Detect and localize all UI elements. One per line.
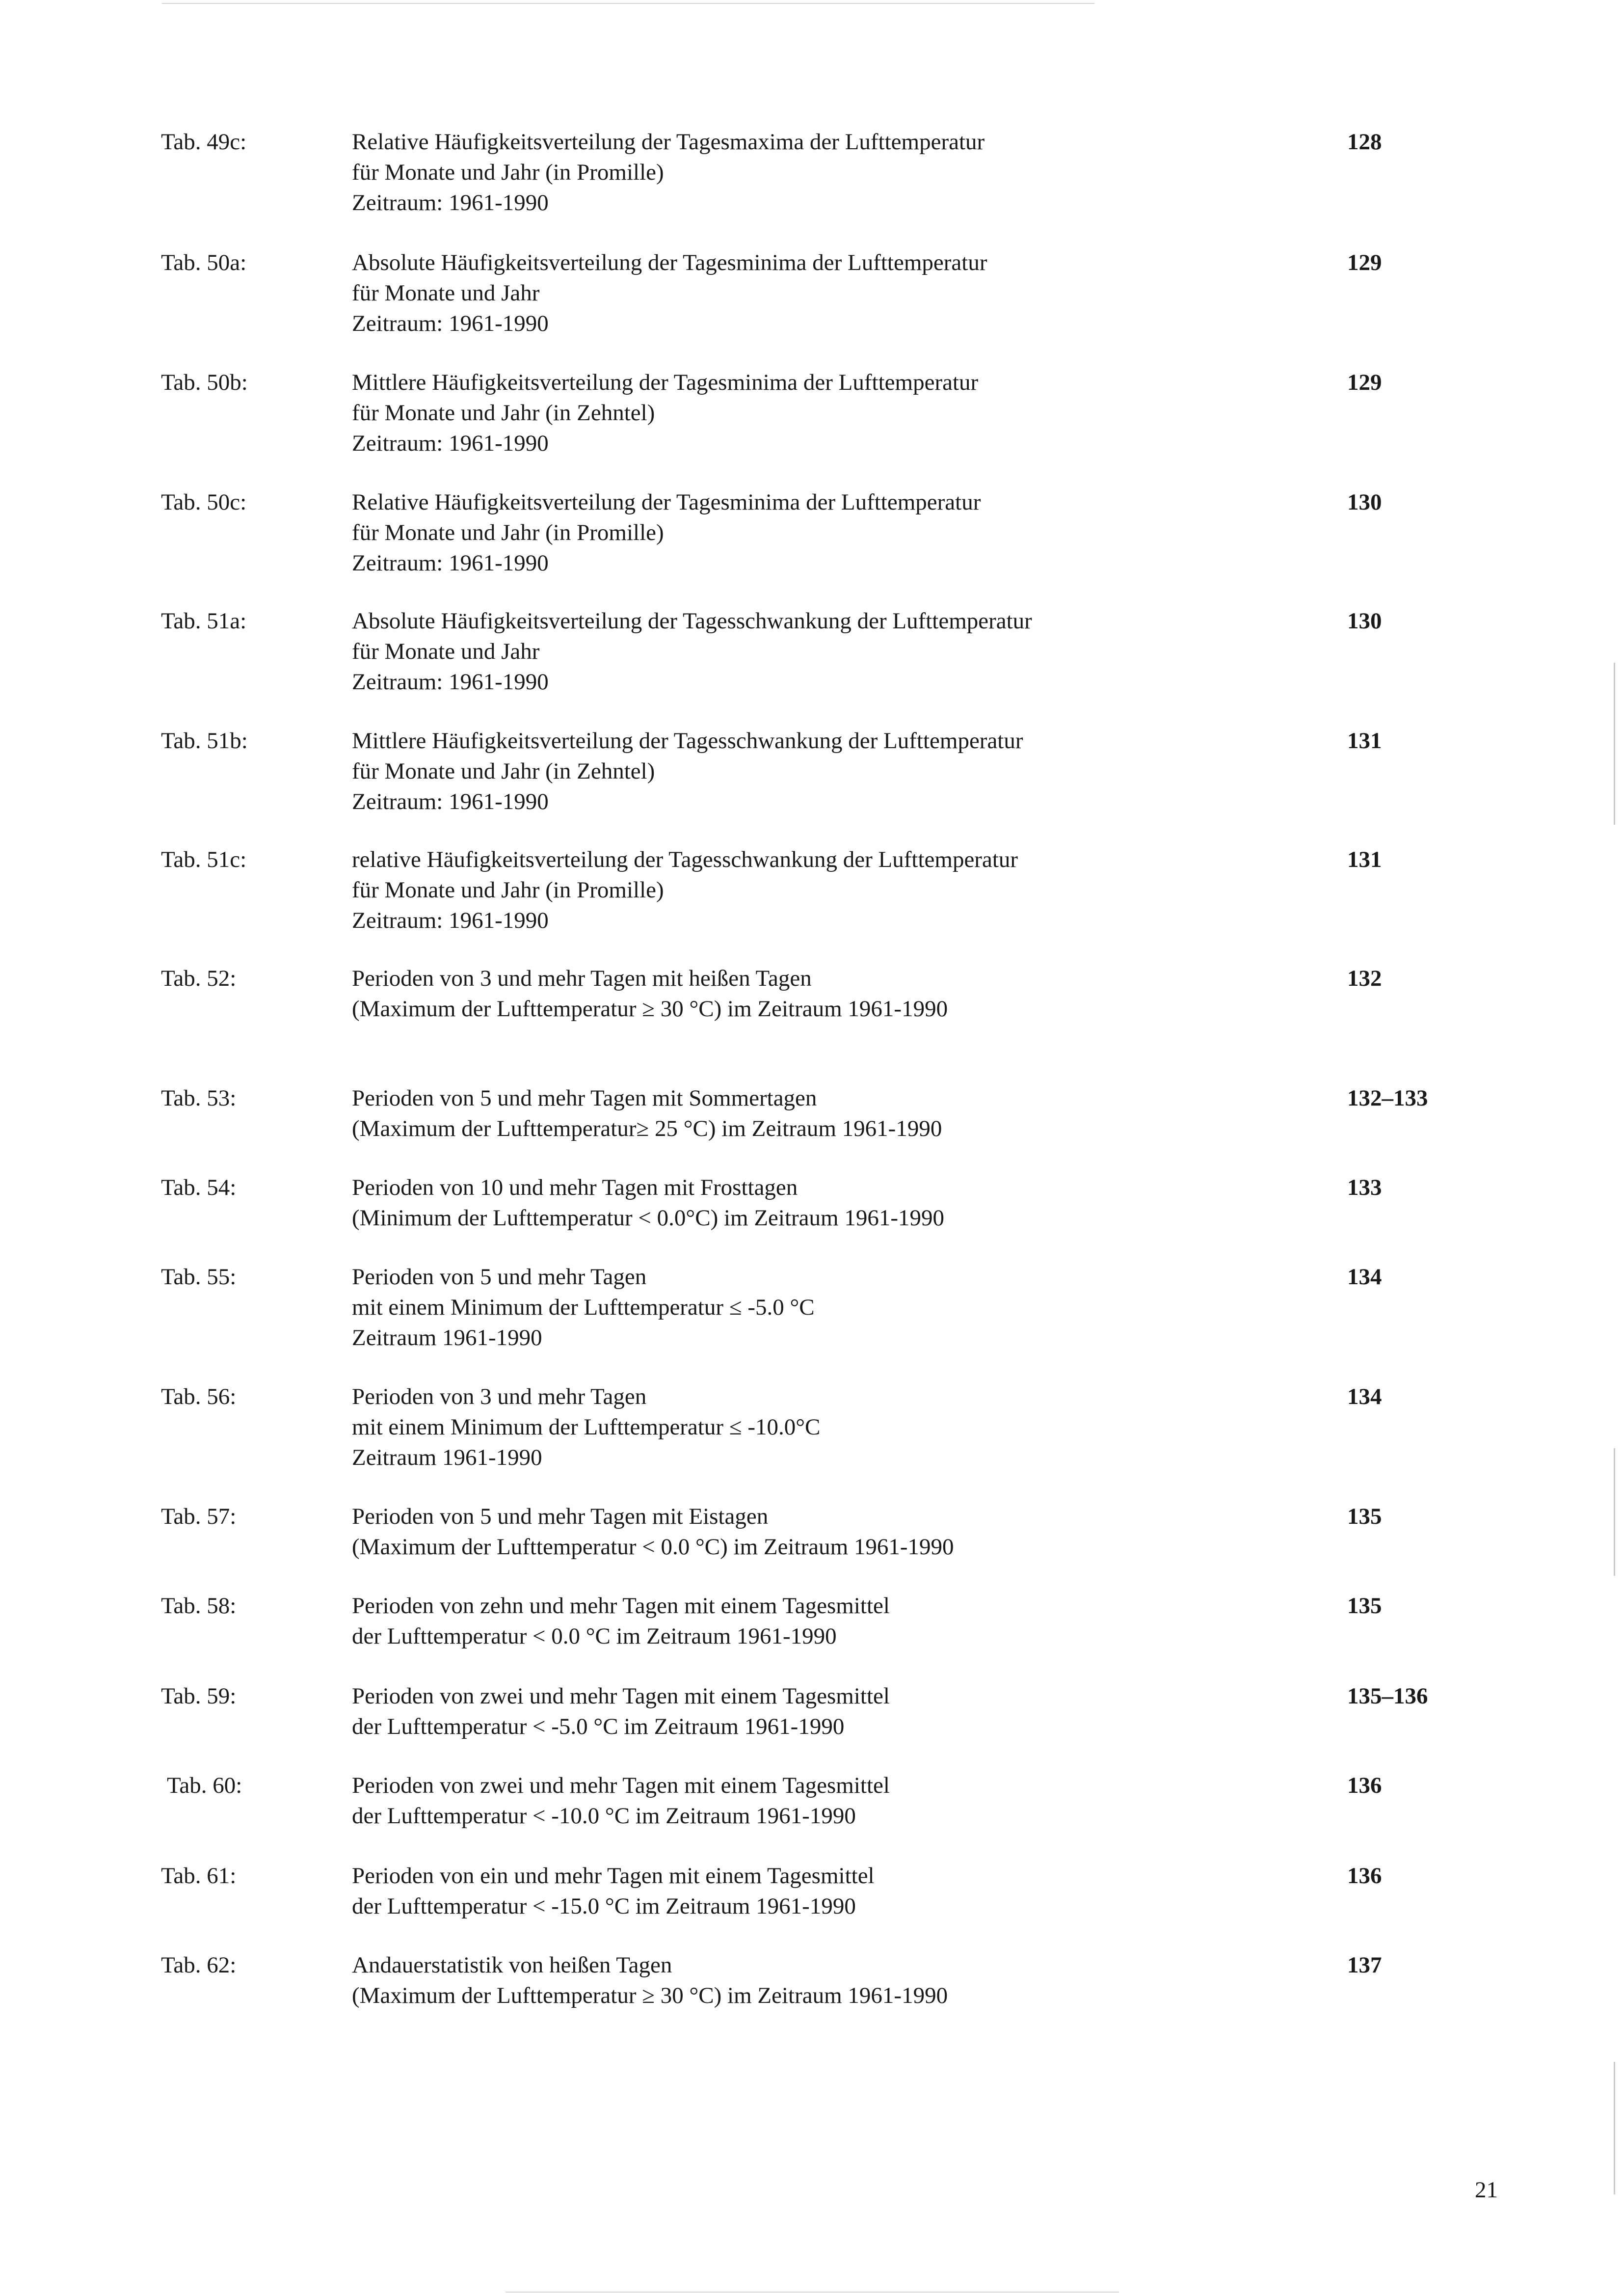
description-line: Perioden von 5 und mehr Tagen mit Sommertagen <box>352 1085 817 1111</box>
page-reference: 134 <box>1347 1384 1382 1409</box>
description-line: (Maximum der Lufttemperatur ≥ 30 °C) im Zeitraum 1961-1990 <box>352 1983 948 2008</box>
page-reference: 136 <box>1347 1863 1382 1889</box>
page-reference: 134 <box>1347 1264 1382 1290</box>
table-label: Tab. 52: <box>161 966 237 991</box>
table-description <box>352 1083 1333 1144</box>
table-description <box>352 367 1333 459</box>
page-reference: 133 <box>1347 1175 1382 1200</box>
description-line: der Lufttemperatur < -5.0 °C im Zeitraum 1961-1990 <box>352 1714 845 1739</box>
description-line: relative Häufigkeitsverteilung der Tagesschwankung der Lufttemperatur <box>352 847 1018 872</box>
description-line: Absolute Häufigkeitsverteilung der Tagesschwankung der Lufttemperatur <box>352 608 1032 634</box>
table-label: Tab. 61: <box>161 1863 237 1889</box>
description-line: Zeitraum: 1961-1990 <box>352 908 549 933</box>
description-line: der Lufttemperatur < -10.0 °C im Zeitraum 1961-1990 <box>352 1803 856 1829</box>
description-line: Andauerstatistik von heißen Tagen <box>352 1952 672 1978</box>
table-label: Tab. 51b: <box>161 728 248 754</box>
table-description <box>352 1381 1333 1473</box>
description-line: der Lufttemperatur < 0.0 °C im Zeitraum 1961-1990 <box>352 1623 837 1649</box>
table-description <box>352 1770 1333 1831</box>
table-description <box>352 726 1333 817</box>
description-line: (Maximum der Lufttemperatur≥ 25 °C) im Zeitraum 1961-1990 <box>352 1116 942 1141</box>
description-line: der Lufttemperatur < -15.0 °C im Zeitraum 1961-1990 <box>352 1893 856 1919</box>
table-label: Tab. 53: <box>161 1085 237 1111</box>
table-description <box>352 1262 1333 1353</box>
description-line: Mittlere Häufigkeitsverteilung der Tagesschwankung der Lufttemperatur <box>352 728 1023 754</box>
table-label: Tab. 54: <box>161 1175 237 1200</box>
table-label: Tab. 57: <box>161 1504 237 1529</box>
description-line: für Monate und Jahr (in Promille) <box>352 160 664 185</box>
description-line: Zeitraum 1961-1990 <box>352 1325 542 1351</box>
page-reference: 130 <box>1347 489 1382 515</box>
page-reference: 135–136 <box>1347 1683 1428 1709</box>
table-description <box>352 606 1333 697</box>
table-description <box>352 247 1333 339</box>
page-reference: 131 <box>1347 728 1382 754</box>
description-line: für Monate und Jahr <box>352 639 540 664</box>
description-line: Perioden von 5 und mehr Tagen <box>352 1264 647 1290</box>
table-description <box>352 487 1333 578</box>
page-reference: 132–133 <box>1347 1085 1428 1111</box>
page-reference: 131 <box>1347 847 1382 872</box>
table-description <box>352 1591 1333 1651</box>
description-line: (Minimum der Lufttemperatur < 0.0°C) im Zeitraum 1961-1990 <box>352 1205 944 1231</box>
scan-artifact-bottom <box>506 2292 1119 2293</box>
description-line: mit einem Minimum der Lufttemperatur ≤ -10.0°C <box>352 1414 821 1440</box>
table-label: Tab. 60: <box>167 1773 242 1798</box>
table-description <box>352 844 1333 936</box>
page-reference: 129 <box>1347 370 1382 395</box>
page-reference: 129 <box>1347 250 1382 275</box>
description-line: für Monate und Jahr <box>352 280 540 306</box>
description-line: Perioden von zwei und mehr Tagen mit einem Tagesmittel <box>352 1683 890 1709</box>
table-label: Tab. 50c: <box>161 489 247 515</box>
description-line: Perioden von zwei und mehr Tagen mit einem Tagesmittel <box>352 1773 890 1798</box>
description-line: Zeitraum: 1961-1990 <box>352 550 549 576</box>
description-line: für Monate und Jahr (in Zehntel) <box>352 400 655 426</box>
table-description <box>352 1172 1333 1233</box>
description-line: Perioden von ein und mehr Tagen mit einem Tagesmittel <box>352 1863 875 1889</box>
description-line: Zeitraum: 1961-1990 <box>352 431 549 456</box>
description-line: Zeitraum: 1961-1990 <box>352 311 549 336</box>
page-reference: 136 <box>1347 1773 1382 1798</box>
table-label: Tab. 50b: <box>161 370 248 395</box>
description-line: für Monate und Jahr (in Promille) <box>352 520 664 545</box>
description-line: Relative Häufigkeitsverteilung der Tagesminima der Lufttemperatur <box>352 489 981 515</box>
description-line: Zeitraum 1961-1990 <box>352 1445 542 1470</box>
page-reference: 128 <box>1347 129 1382 155</box>
page-reference: 137 <box>1347 1952 1382 1978</box>
description-line: Perioden von zehn und mehr Tagen mit einem Tagesmittel <box>352 1593 890 1619</box>
description-line: Perioden von 5 und mehr Tagen mit Eistagen <box>352 1504 769 1529</box>
page-reference: 130 <box>1347 608 1382 634</box>
description-line: (Maximum der Lufttemperatur ≥ 30 °C) im Zeitraum 1961-1990 <box>352 996 948 1022</box>
description-line: Perioden von 3 und mehr Tagen mit heißen Tagen <box>352 966 812 991</box>
description-line: (Maximum der Lufttemperatur < 0.0 °C) im Zeitraum 1961-1990 <box>352 1534 954 1560</box>
table-label: Tab. 56: <box>161 1384 237 1409</box>
page-number: 21 <box>1475 2177 1498 2203</box>
description-line: mit einem Minimum der Lufttemperatur ≤ -5.0 °C <box>352 1295 815 1320</box>
description-line: für Monate und Jahr (in Promille) <box>352 877 664 903</box>
scan-artifact-right-lower <box>1614 1448 1615 1576</box>
table-label: Tab. 62: <box>161 1952 237 1978</box>
description-line: Absolute Häufigkeitsverteilung der Tagesminima der Lufttemperatur <box>352 250 987 275</box>
description-line: Zeitraum: 1961-1990 <box>352 789 549 814</box>
table-label: Tab. 50a: <box>161 250 247 275</box>
table-description <box>352 963 1333 1024</box>
scan-artifact-right <box>1614 663 1615 825</box>
table-label: Tab. 58: <box>161 1593 237 1619</box>
table-description <box>352 1501 1333 1562</box>
table-label: Tab. 51c: <box>161 847 247 872</box>
table-description <box>352 127 1333 218</box>
page-reference: 135 <box>1347 1504 1382 1529</box>
table-label: Tab. 59: <box>161 1683 237 1709</box>
description-line: für Monate und Jahr (in Zehntel) <box>352 758 655 784</box>
scan-artifact-right-bottom <box>1614 2062 1615 2194</box>
description-line: Mittlere Häufigkeitsverteilung der Tagesminima der Lufttemperatur <box>352 370 979 395</box>
description-line: Zeitraum: 1961-1990 <box>352 669 549 695</box>
table-label: Tab. 51a: <box>161 608 247 634</box>
description-line: Relative Häufigkeitsverteilung der Tagesmaxima der Lufttemperatur <box>352 129 985 155</box>
page-reference: 135 <box>1347 1593 1382 1619</box>
table-label: Tab. 49c: <box>161 129 247 155</box>
description-line: Perioden von 3 und mehr Tagen <box>352 1384 647 1409</box>
table-label: Tab. 55: <box>161 1264 237 1290</box>
table-description <box>352 1950 1333 2011</box>
scan-artifact-top <box>162 3 1094 4</box>
description-line: Perioden von 10 und mehr Tagen mit Frosttagen <box>352 1175 798 1200</box>
page-reference: 132 <box>1347 966 1382 991</box>
table-description <box>352 1681 1333 1742</box>
table-description <box>352 1861 1333 1921</box>
description-line: Zeitraum: 1961-1990 <box>352 190 549 216</box>
